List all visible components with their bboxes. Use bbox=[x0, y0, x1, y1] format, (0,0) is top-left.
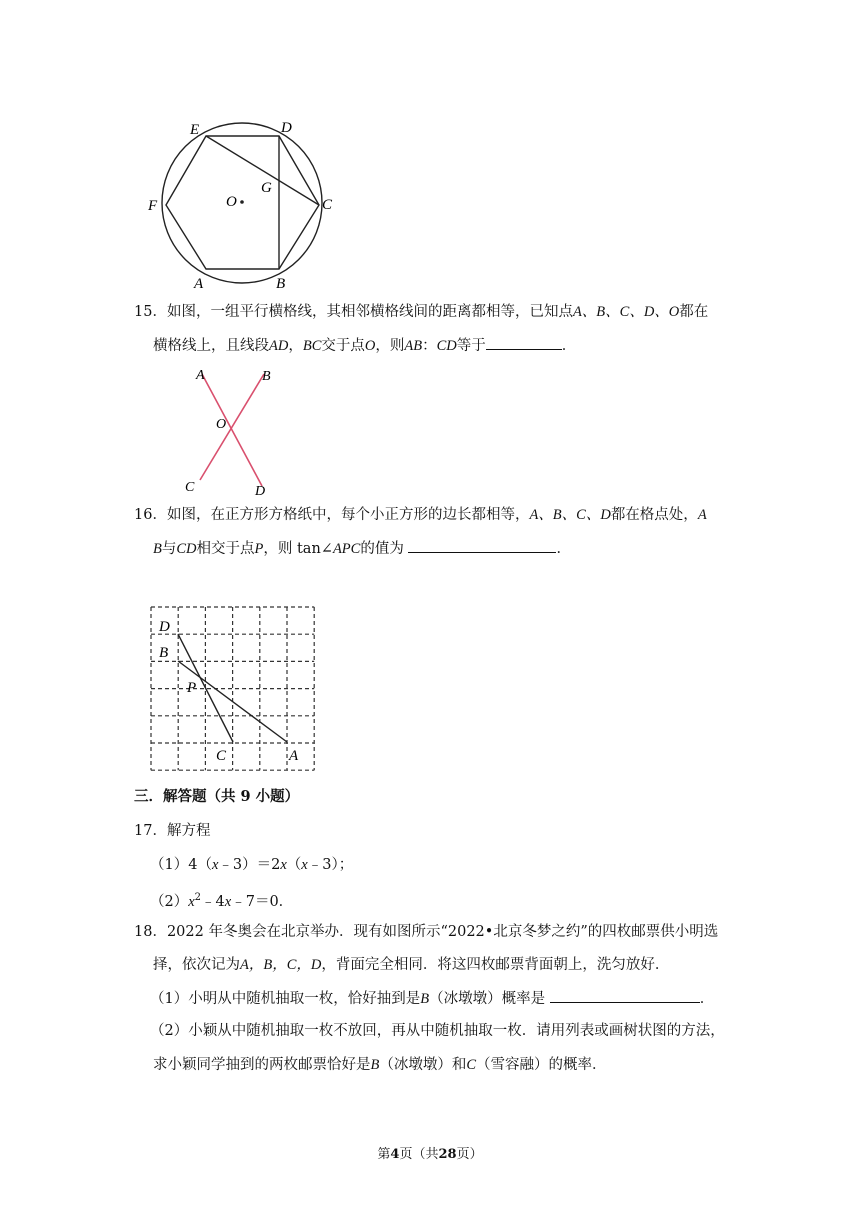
q16-line2: B与CD相交于点P，则 tan∠APC的值为 ． bbox=[153, 538, 571, 559]
label-o: O bbox=[226, 194, 237, 210]
label-d: D bbox=[159, 619, 170, 635]
q18-part2: （2）小颖从中随机抽取一枚不放回，再从中随机抽取一枚．请用列表或画树状图的方法， bbox=[150, 1023, 725, 1039]
q15-answer-blank[interactable] bbox=[486, 335, 562, 350]
q15-line1: 15．如图，一组平行横格线，其相邻横格线间的距离都相等，已知点A、B、C、D、O都在 bbox=[134, 304, 709, 320]
label-c: C bbox=[216, 748, 227, 764]
page-total: 28 bbox=[438, 1147, 457, 1162]
label-c: C bbox=[185, 480, 195, 495]
q17-number: 17． bbox=[134, 823, 167, 839]
q16-answer-blank[interactable] bbox=[408, 538, 556, 553]
q18-part1: （1）小明从中随机抽取一枚，恰好抽到是B（冰墩墩）概率是 ． bbox=[150, 988, 714, 1009]
segment-bc bbox=[200, 374, 264, 480]
q17-title: 17．解方程 bbox=[134, 823, 211, 839]
q18-answer-blank[interactable] bbox=[550, 988, 700, 1003]
label-d: D bbox=[255, 484, 266, 498]
label-b: B bbox=[276, 276, 286, 292]
label-p: P bbox=[187, 680, 197, 696]
label-e: E bbox=[190, 122, 200, 138]
label-a: A bbox=[196, 368, 205, 383]
label-g: G bbox=[261, 180, 272, 196]
label-c: C bbox=[322, 197, 333, 213]
q18-line1: 18．2022 年冬奥会在北京举办．现有如图所示“2022•北京冬梦之约”的四枚邮票供小明选 bbox=[134, 924, 719, 940]
q16-line1: 16．如图，在正方形方格纸中，每个小正方形的边长都相等，A、B、C、D都在格点处，A bbox=[134, 507, 707, 523]
label-f: F bbox=[148, 198, 158, 214]
page-footer: 第4页（共28页） bbox=[377, 1147, 483, 1162]
q17-part1: （1）4（x﹣3）＝2x（x﹣3）； bbox=[150, 857, 354, 873]
label-b: B bbox=[159, 645, 169, 661]
center-dot bbox=[240, 200, 244, 204]
grid-figure bbox=[146, 602, 321, 774]
page-number: 4 bbox=[390, 1147, 400, 1162]
q18-part3: 求小颖同学抽到的两枚邮票恰好是B（冰墩墩）和C（雪容融）的概率． bbox=[153, 1057, 607, 1073]
q15-line2: 横格线上，且线段AD，BC交于点O，则AB：CD等于 ． bbox=[153, 335, 576, 356]
crossing-lines-figure bbox=[180, 364, 280, 498]
q15-number: 15． bbox=[134, 304, 167, 320]
label-a: A bbox=[194, 276, 204, 292]
label-b: B bbox=[262, 369, 271, 384]
q18-line2: 择，依次记为A，B，C，D，背面完全相同．将这四枚邮票背面朝上，洗匀放好． bbox=[153, 957, 670, 973]
label-a: A bbox=[289, 748, 299, 764]
section-title: 三．解答题（共 9 小题） bbox=[134, 788, 300, 805]
q17-part2: $(2)x^2﹣4x﹣7=0$． bbox=[150, 892, 294, 910]
q16-number: 16． bbox=[134, 507, 167, 523]
label-d: D bbox=[281, 120, 292, 136]
hexagon-circle-figure bbox=[140, 112, 340, 297]
q18-number: 18． bbox=[134, 924, 167, 940]
label-o: O bbox=[216, 417, 227, 432]
